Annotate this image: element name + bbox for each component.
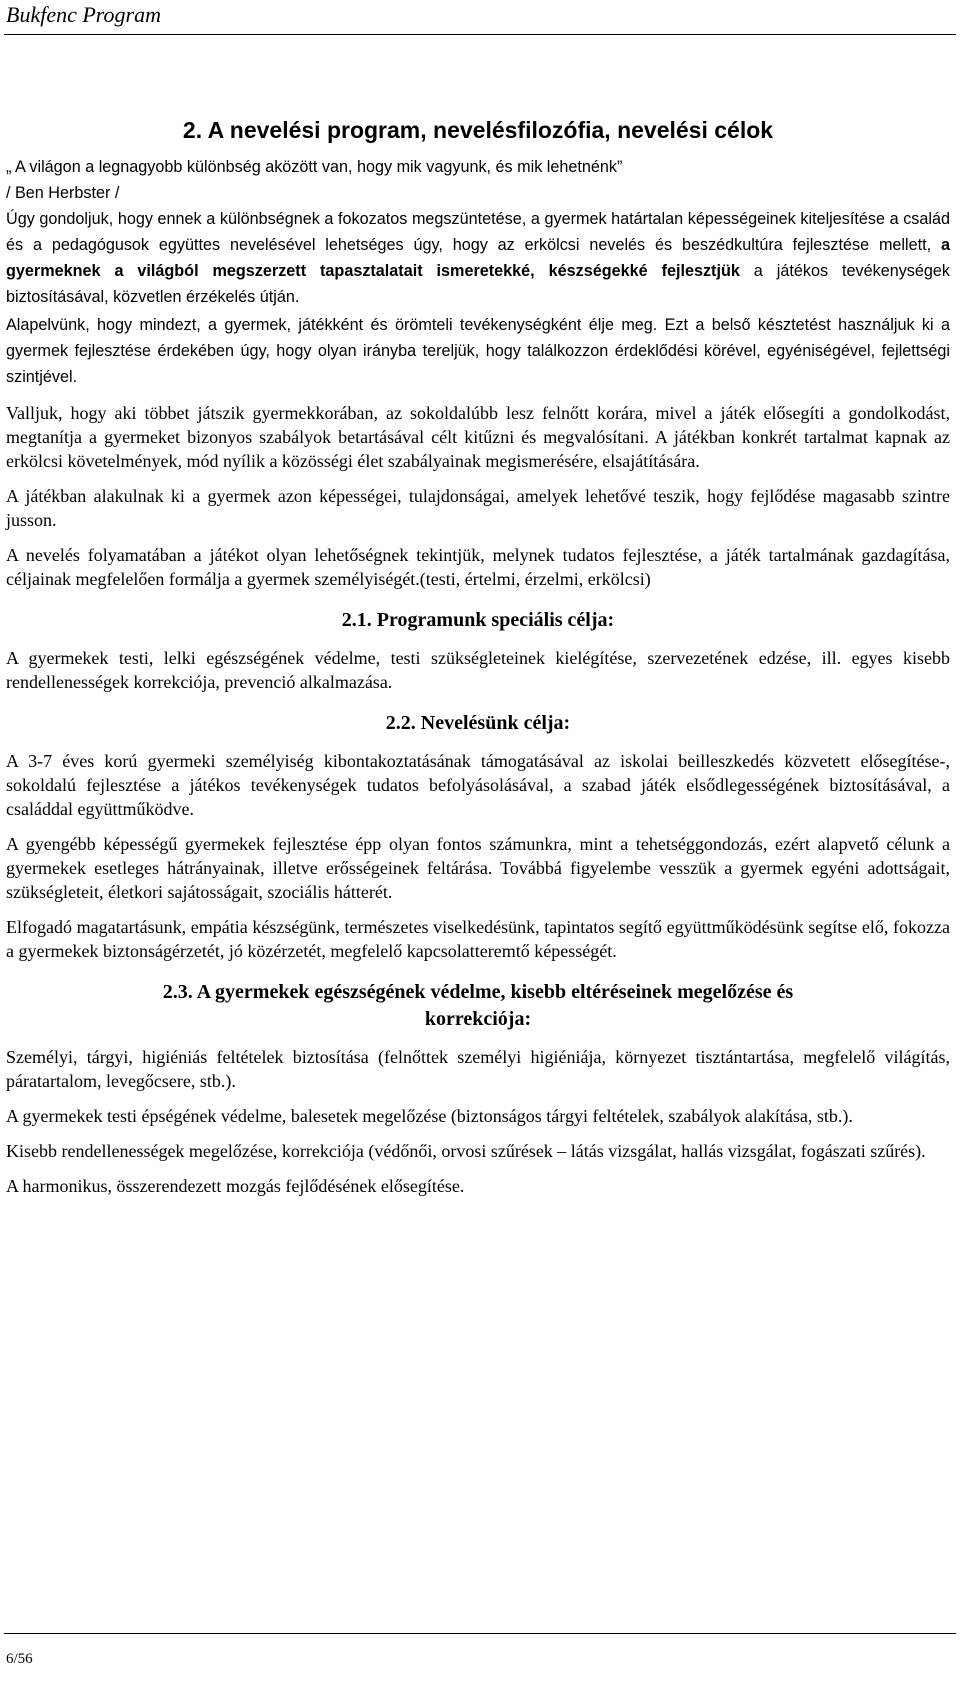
paragraph: A 3-7 éves korú gyermeki személyiség kibontakoztatásának támogatásával az iskolai beilleszkedés közvetett elősegítése-, sokoldalú fejlesztése a játékos tevékenységek tudatos befolyásolásával, a szabad játék elsődlegességének biztosításával, a családdal együttműködve.	[6, 751, 950, 819]
section-2-1-heading: 2.1. Programunk speciális célja:	[341, 609, 615, 631]
header-divider	[4, 34, 956, 35]
heading-line: 2.3. A gyermekek egészségének védelme, kisebb eltéréseinek megelőzése és	[162, 981, 794, 1003]
paragraph: A játékban alakulnak ki a gyermek azon képességei, tulajdonságai, amelyek lehetővé teszik, hogy fejlődése magasabb szintre jusson.	[6, 486, 950, 530]
section-2-3-heading	[6, 979, 950, 1033]
footer-divider	[4, 1633, 956, 1634]
page-number: 6/56	[6, 1651, 33, 1667]
running-header: Bukfenc Program	[6, 2, 161, 27]
paragraph-text: a játékos tevékenységek biztosításával, közvetlen érzékelés útján.	[6, 262, 950, 306]
document-body	[6, 115, 950, 1209]
emphasized-text: a gyermeknek a világból megszerzett tapasztalatait ismeretekké, készségekké fejlesztjük	[6, 236, 950, 280]
paragraph: Valljuk, hogy aki többet játszik gyermekkorában, az sokoldalúbb lesz felnőtt korára, mivel a játék elősegíti a gondolkodást, megtanítja a gyermeket bizonyos szabályok betartásával célt kitűzni és megvalósítani. A játékban konkrét tartalmat kapnak az erkölcsi követelmények, mód nyílik a közösségi élet szabályainak megismerésére, elsajátítására.	[6, 403, 950, 471]
motto-author: / Ben Herbster /	[6, 184, 120, 202]
paragraph: A harmonikus, összerendezett mozgás fejlődésének elősegítése.	[6, 1176, 465, 1196]
paragraph: A gyermekek testi, lelki egészségének védelme, testi szükségleteinek kielégítése, szervezetének edzése, ill. egyes kisebb rendellenességek korrekciója, prevenció alkalmazása.	[6, 648, 950, 692]
heading-line: korrekciója:	[424, 1008, 532, 1030]
paragraph: Személyi, tárgyi, higiéniás feltételek biztosítása (felnőttek személyi higiéniája, környezet tisztántartása, megfelelő világítás, páratartalom, levegőcsere, stb.).	[6, 1047, 950, 1091]
paragraph: Alapelvünk, hogy mindezt, a gyermek, játékként és örömteli tevékenységként élje meg. Ezt a belső késztetést használjuk ki a gyermek fejlesztése érdekében úgy, hogy olyan irányba tereljük, hogy találkozzon érdeklődési körével, egyéniségével, fejlettségi szintjével.	[6, 316, 950, 386]
section-2-heading: 2. A nevelési program, nevelésfilozófia, nevelési célok	[182, 117, 774, 143]
paragraph	[6, 206, 950, 310]
paragraph: Kisebb rendellenességek megelőzése, korrekciója (védőnői, orvosi szűrések – látás vizsgálat, hallás vizsgálat, fogászati szűrés).	[6, 1141, 926, 1161]
motto-block	[6, 154, 950, 390]
paragraph: A gyermekek testi épségének védelme, balesetek megelőzése (biztonságos tárgyi feltételek, szabályok alakítása, stb.).	[6, 1106, 853, 1126]
motto-quote: „ A világon a legnagyobb különbség aközött van, hogy mik vagyunk, és mik lehetnénk”	[6, 158, 623, 176]
paragraph-text: Úgy gondoljuk, hogy ennek a különbségnek a fokozatos megszüntetése, a gyermek határtalan képességeinek kiteljesítése a család és a pedagógusok együttes nevelésével lehetséges úgy, hogy az erkölcsi nevelés és beszédkultúra fejlesztése mellett,	[6, 210, 950, 254]
paragraph: Elfogadó magatartásunk, empátia készségünk, természetes viselkedésünk, tapintatos segítő együttműködésünk segítse elő, fokozza a gyermekek biztonságérzetét, jó közérzetét, megfelelő kapcsolatteremtő képességét.	[6, 917, 950, 961]
paragraph: A gyengébb képességű gyermekek fejlesztése épp olyan fontos számunkra, mint a tehetséggondozás, ezért alapvető célunk a gyermekek esetleges hátrányainak, illetve erősségeinek feltárása. Továbbá figyelembe vesszük a gyermek egyéni adottságait, szükségleteit, életkori sajátosságait, szociális hátterét.	[6, 834, 950, 902]
paragraph: A nevelés folyamatában a játékot olyan lehetőségnek tekintjük, melynek tudatos fejlesztése, a játék tartalmának gazdagítása, céljainak megfelelően formálja a gyermek személyiségét.(testi, értelmi, érzelmi, erkölcsi)	[6, 545, 950, 589]
section-2-2-heading: 2.2. Nevelésünk célja:	[385, 712, 571, 734]
